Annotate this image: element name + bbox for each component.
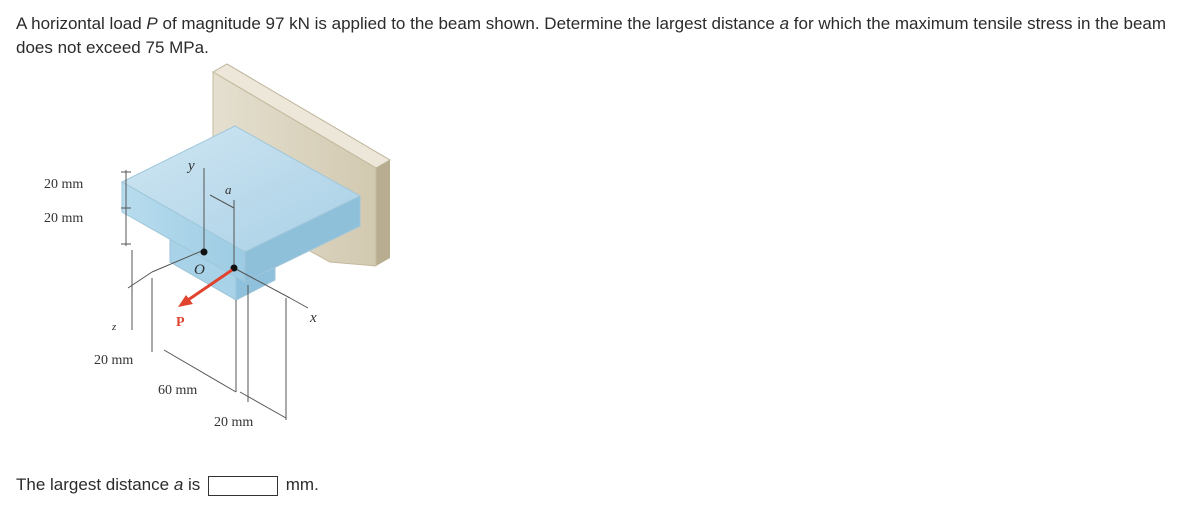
answer-input[interactable] bbox=[208, 476, 278, 496]
question-part-3: for which the maximum tensile stress in the beam does not exceed 75 MPa. bbox=[16, 14, 1167, 57]
answer-row bbox=[16, 473, 319, 497]
dim-label-left-bottom: 20 mm bbox=[94, 353, 134, 368]
dim-label-right-bottom: 20 mm bbox=[214, 415, 254, 430]
dim-label-a: a bbox=[225, 182, 232, 197]
dim-label-middle-bottom: 60 mm bbox=[158, 383, 198, 398]
answer-prefix: The largest distance bbox=[16, 475, 174, 494]
answer-unit: mm. bbox=[285, 475, 319, 494]
dim-label-top-1: 20 mm bbox=[44, 177, 84, 192]
load-symbol: P bbox=[146, 14, 158, 33]
question-part-1: A horizontal load bbox=[16, 14, 147, 33]
question-part-2: of magnitude 97 kN is applied to the beam shown. Determine the largest distance bbox=[162, 14, 780, 33]
answer-is: is bbox=[183, 475, 201, 494]
axis-label-z: z bbox=[112, 321, 117, 333]
dim-label-top-2: 20 mm bbox=[44, 211, 84, 226]
load-label-p: P bbox=[176, 315, 185, 330]
point-o-marker bbox=[201, 249, 208, 256]
axis-label-x: x bbox=[310, 310, 317, 326]
point-label-o: O bbox=[194, 262, 205, 278]
distance-symbol: a bbox=[779, 14, 790, 33]
answer-symbol: a bbox=[173, 475, 184, 494]
axis-label-y: y bbox=[188, 158, 195, 174]
